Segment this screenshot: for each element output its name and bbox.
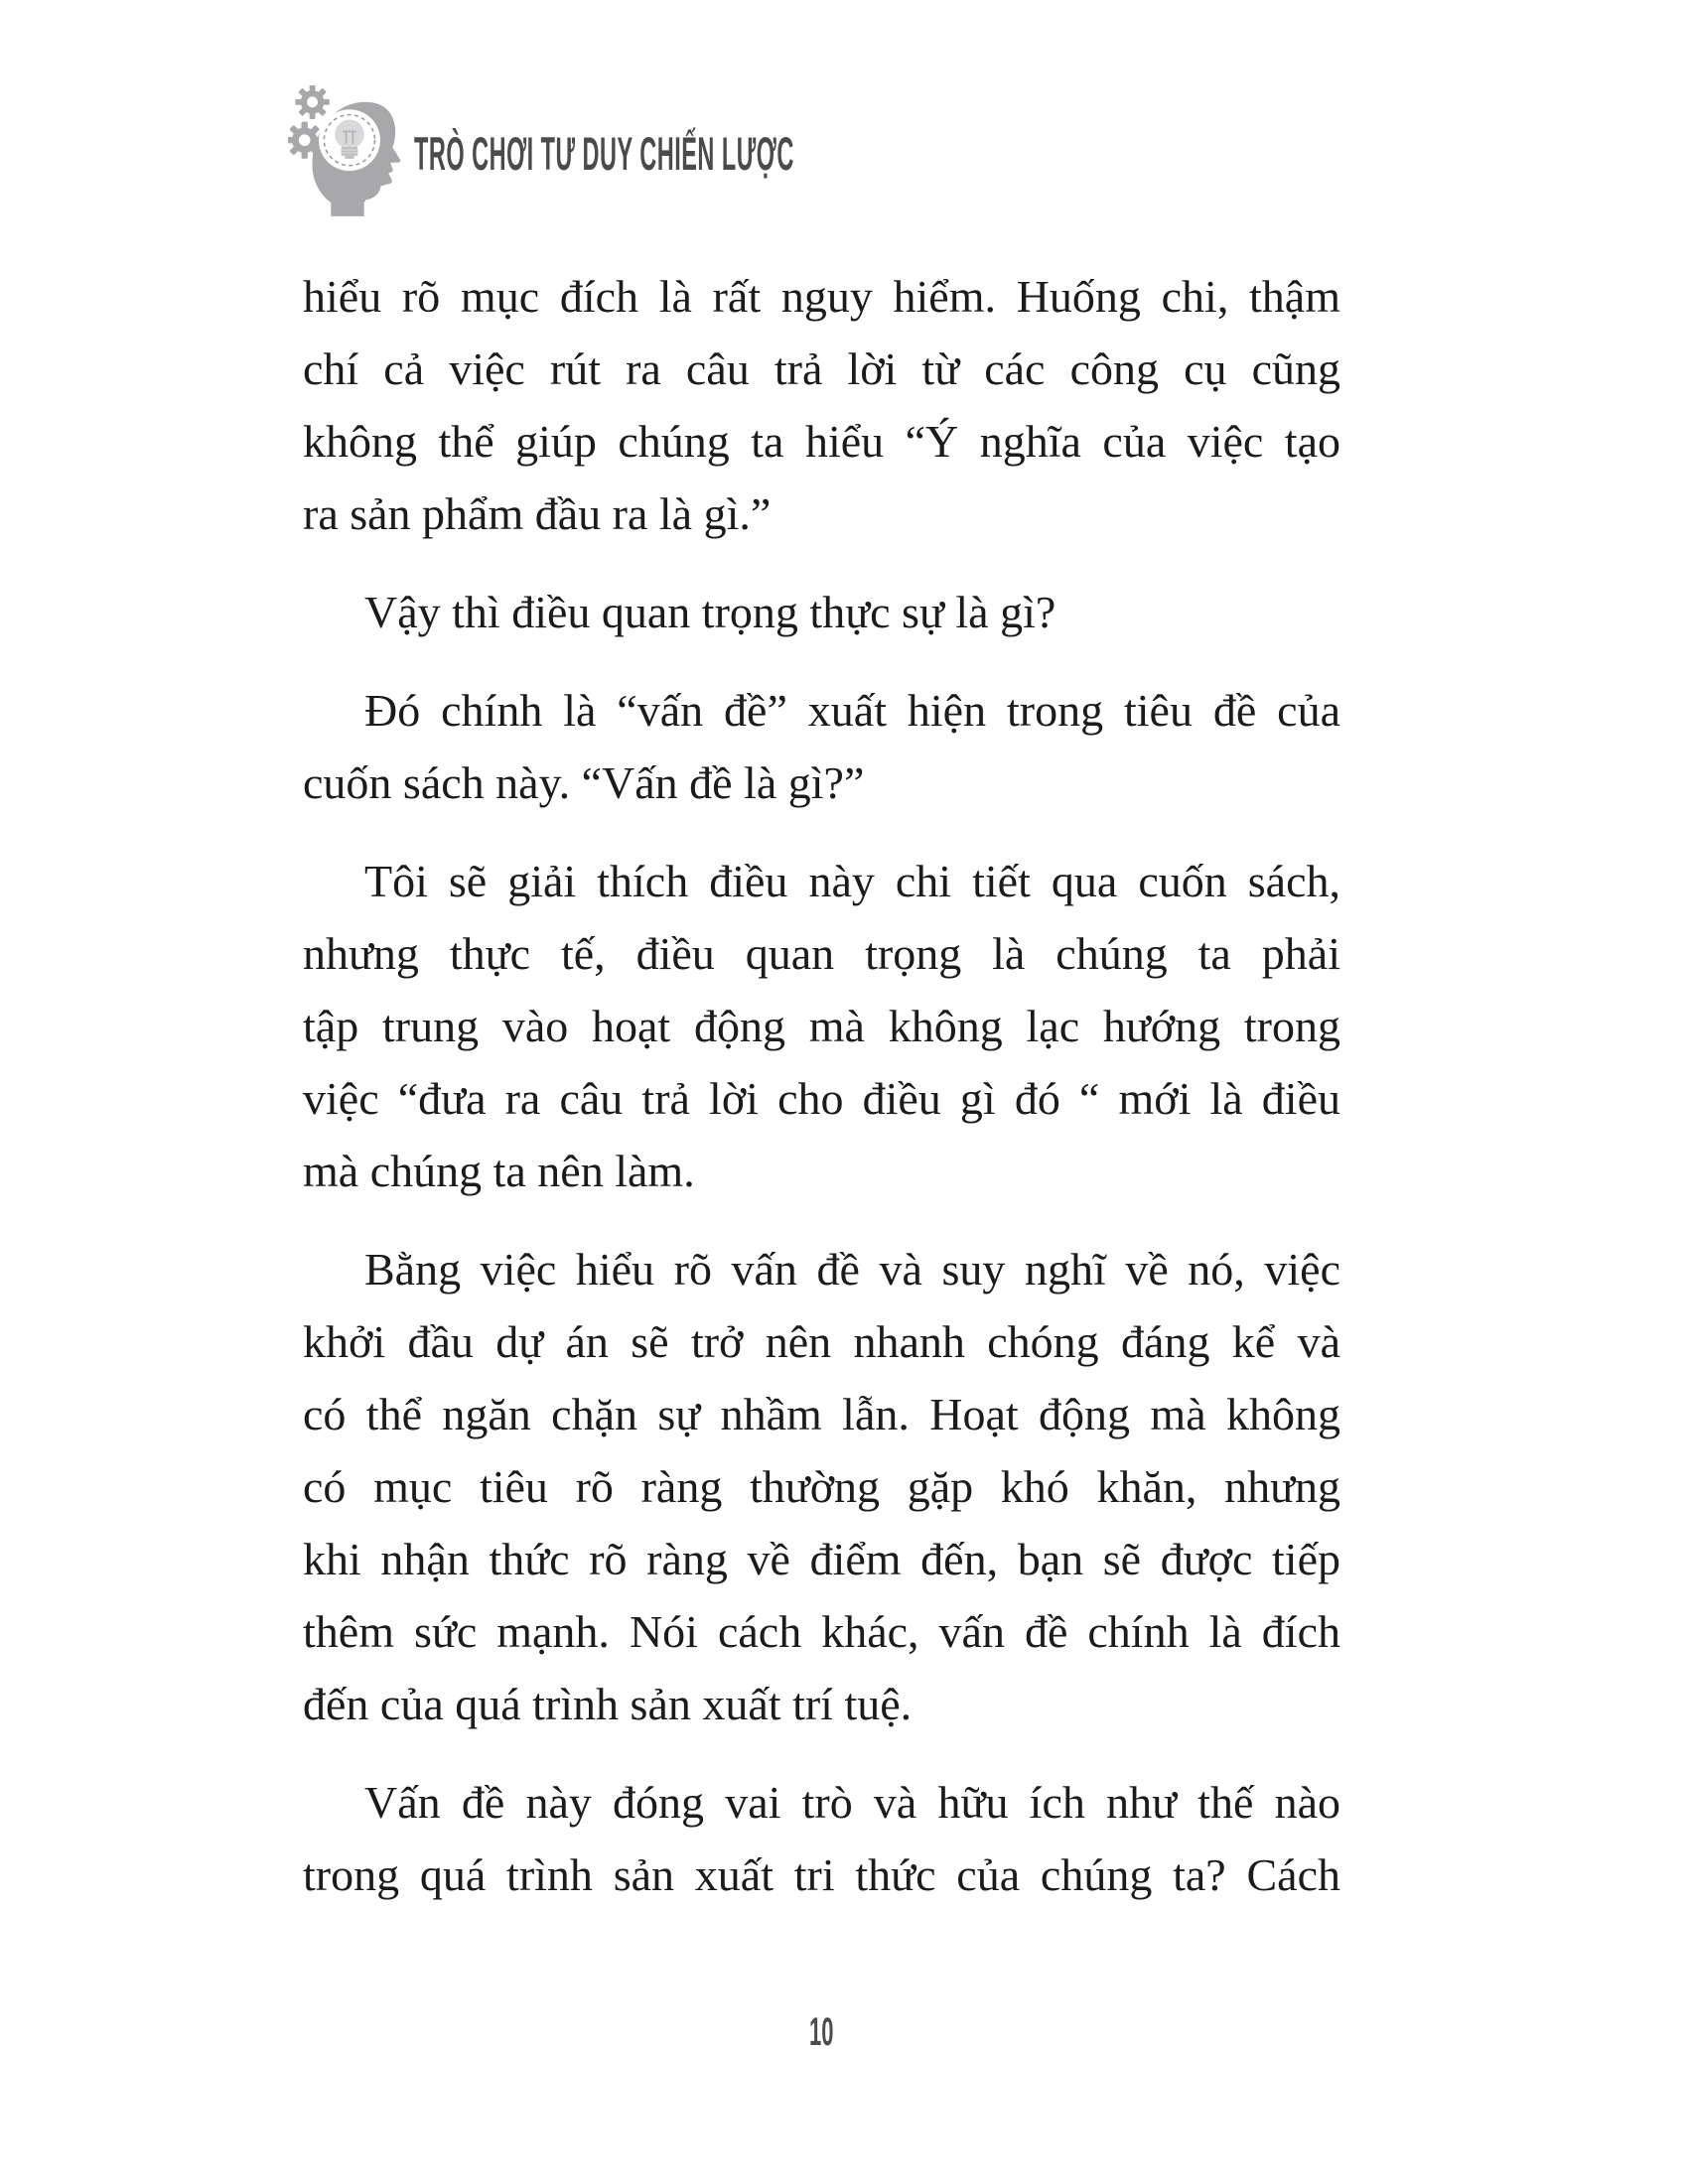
paragraph xyxy=(303,845,1340,1207)
body-line: Bằng việc hiểu rõ vấn đề và suy nghĩ về nó, việc xyxy=(364,1244,1340,1295)
chapter-header-title: TRÒ CHƠI TƯ DUY CHIẾN LƯỢC xyxy=(414,126,794,180)
body-line: nhưng thực tế, điều quan trọng là chúng ta phải xyxy=(303,928,1340,979)
page-number: 10 xyxy=(809,2010,834,2054)
paragraph xyxy=(303,1766,1340,1911)
body-line: đến của quá trình sản xuất trí tuệ. xyxy=(303,1679,913,1729)
page-body-text xyxy=(303,260,1340,1911)
body-line: việc “đưa ra câu trả lời cho điều gì đó “ mới là điều xyxy=(303,1073,1340,1124)
body-line: khởi đầu dự án sẽ trở nên nhanh chóng đáng kể và xyxy=(303,1316,1340,1367)
body-line: Tôi sẽ giải thích điều này chi tiết qua cuốn sách, xyxy=(364,856,1340,906)
body-line: có mục tiêu rõ ràng thường gặp khó khăn, nhưng xyxy=(303,1461,1340,1512)
body-line: ra sản phẩm đầu ra là gì.” xyxy=(303,488,772,539)
body-line: tập trung vào hoạt động mà không lạc hướng trong xyxy=(303,1001,1340,1051)
paragraph xyxy=(303,1233,1340,1740)
paragraph xyxy=(303,576,1340,648)
body-line: trong quá trình sản xuất tri thức của chúng ta? Cách xyxy=(303,1849,1340,1900)
paragraph xyxy=(303,674,1340,819)
page-footer xyxy=(303,2012,1340,2052)
body-line: chí cả việc rút ra câu trả lời từ các công cụ cũng xyxy=(303,343,1340,394)
body-line: không thể giúp chúng ta hiểu “Ý nghĩa của việc tạo xyxy=(303,416,1340,467)
body-line: mà chúng ta nên làm. xyxy=(303,1146,695,1196)
body-line: cuốn sách này. “Vấn đề là gì?” xyxy=(303,757,865,808)
body-line: Đó chính là “vấn đề” xuất hiện trong tiêu đề của xyxy=(364,685,1340,736)
paragraph xyxy=(303,260,1340,550)
body-line: thêm sức mạnh. Nói cách khác, vấn đề chính là đích xyxy=(303,1606,1340,1657)
body-line: Vậy thì điều quan trọng thực sự là gì? xyxy=(364,587,1056,637)
body-line: Vấn đề này đóng vai trò và hữu ích như thế nào xyxy=(364,1777,1340,1828)
body-line: khi nhận thức rõ ràng về điểm đến, bạn sẽ được tiếp xyxy=(303,1534,1340,1584)
chapter-header xyxy=(288,85,1175,216)
brain-gears-logo xyxy=(288,85,405,216)
body-line: có thể ngăn chặn sự nhầm lẫn. Hoạt động mà không xyxy=(303,1389,1340,1439)
body-line: hiểu rõ mục đích là rất nguy hiểm. Huống chi, thậm xyxy=(303,271,1340,322)
